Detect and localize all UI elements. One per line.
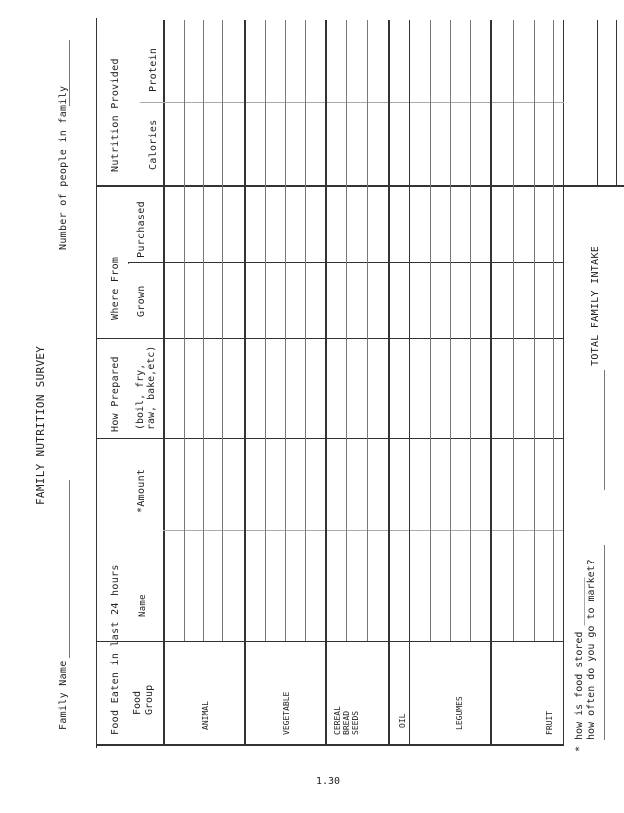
sub-row-line bbox=[184, 20, 185, 641]
table-left-border bbox=[96, 18, 97, 748]
sub-row-line bbox=[534, 20, 535, 641]
table-right-border bbox=[563, 20, 564, 746]
people-in-family-label: Number of people in family bbox=[58, 85, 69, 250]
food-group-cereal: CEREAL BREAD SEEDS bbox=[333, 706, 360, 735]
sub-row-line bbox=[513, 20, 514, 641]
sub-row-line bbox=[553, 20, 554, 641]
food-group-oil: OIL bbox=[398, 713, 407, 728]
sub-row-line bbox=[450, 20, 451, 641]
total-box-line bbox=[597, 20, 598, 186]
sub-row-line bbox=[470, 20, 471, 641]
header-where-from: Where From bbox=[110, 256, 121, 320]
sub-row-line bbox=[430, 20, 431, 641]
row-divider bbox=[244, 20, 246, 746]
row-divider bbox=[325, 20, 327, 746]
col-divider-prepared-where bbox=[96, 338, 564, 339]
total-intake-line bbox=[604, 370, 605, 490]
sub-row-line bbox=[346, 20, 347, 641]
header-amount: *Amount bbox=[136, 468, 147, 513]
page-title: FAMILY NUTRITION SURVEY bbox=[34, 345, 47, 505]
sub-row-line bbox=[222, 20, 223, 641]
row-divider bbox=[388, 20, 390, 746]
people-in-family-line bbox=[69, 40, 70, 106]
col-divider-amount-prepared bbox=[96, 438, 564, 439]
sub-row-line bbox=[265, 20, 266, 641]
row-divider bbox=[409, 20, 410, 746]
page-number: 1.30 bbox=[316, 776, 341, 787]
sub-row-line bbox=[305, 20, 306, 641]
footnote-line bbox=[604, 545, 605, 740]
header-purchased: Purchased bbox=[136, 201, 147, 258]
food-group-fruit: FRUIT bbox=[545, 710, 554, 735]
header-nutrition-provided: Nutrition Provided bbox=[110, 58, 121, 172]
food-group-vegetable: VEGETABLE bbox=[282, 691, 291, 735]
header-protein: Protein bbox=[148, 47, 159, 92]
header-divider bbox=[163, 20, 165, 746]
col-divider-name-amount bbox=[163, 530, 563, 531]
total-box-line bbox=[616, 20, 617, 186]
col-divider-group-name bbox=[96, 641, 564, 642]
footnote: * how is food stored ________ how often do you go to market? bbox=[574, 559, 597, 752]
col-divider-from-nutrition bbox=[96, 185, 624, 187]
total-box-line bbox=[564, 185, 624, 186]
sub-row-line bbox=[203, 20, 204, 641]
row-divider bbox=[490, 20, 492, 746]
header-how-prepared-note: (boil, fry, raw, bake,etc) bbox=[135, 345, 157, 430]
header-food-eaten: Food Eaten in last 24 hours bbox=[110, 564, 121, 735]
table-bottom-border bbox=[96, 744, 564, 746]
total-family-intake-label: TOTAL FAMILY INTAKE bbox=[590, 245, 601, 366]
sub-row-line bbox=[285, 20, 286, 641]
header-how-prepared: How Prepared bbox=[110, 356, 121, 432]
sub-row-line bbox=[367, 20, 368, 641]
header-food-group: Food Group bbox=[132, 684, 155, 715]
food-group-animal: ANIMAL bbox=[201, 701, 210, 730]
family-name-label: Family Name bbox=[58, 660, 69, 730]
food-group-legumes: LEGUMES bbox=[455, 696, 464, 730]
header-name: Name bbox=[138, 594, 148, 617]
family-name-line bbox=[69, 480, 70, 658]
header-calories: Calories bbox=[148, 119, 159, 170]
header-grown: Grown bbox=[136, 285, 147, 317]
